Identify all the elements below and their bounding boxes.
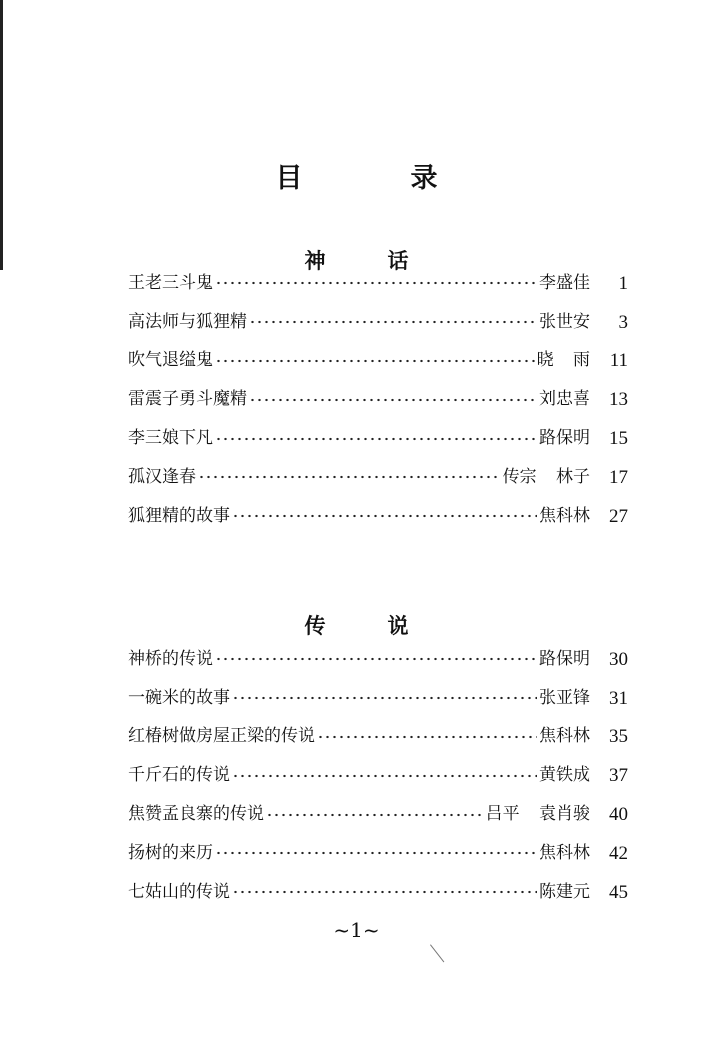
toc-entry[interactable] <box>128 497 628 536</box>
toc-entry[interactable] <box>128 303 628 342</box>
toc-entry[interactable] <box>128 873 628 912</box>
toc-entry-page: 31 <box>609 687 628 709</box>
toc-entry[interactable] <box>128 679 628 718</box>
dot-leader <box>215 359 535 363</box>
toc-entry-title: 焦赞孟良寨的传说 <box>128 804 264 825</box>
toc-entry-title: 一碗米的故事 <box>128 687 230 708</box>
toc-entry-author: 张世安 <box>539 311 590 332</box>
toc-entry-page: 45 <box>609 881 628 903</box>
toc-entry[interactable] <box>128 458 628 497</box>
dot-leader <box>215 437 537 441</box>
toc-entry[interactable] <box>128 380 628 419</box>
toc-entry-page: 30 <box>609 648 628 670</box>
dot-leader <box>317 735 537 739</box>
toc-entry-author: 晓 雨 <box>536 350 590 371</box>
toc-entry-page: 15 <box>609 428 628 450</box>
dot-leader <box>215 281 537 285</box>
section-heading-char-1: 传 <box>304 614 326 639</box>
toc-entry-page: 17 <box>609 466 628 488</box>
toc-entry-page: 27 <box>609 505 628 527</box>
toc-entry-author: 张亚锋 <box>539 687 590 708</box>
toc-entry-author: 陈建元 <box>539 881 590 902</box>
toc-entry-author: 焦科林 <box>539 505 590 526</box>
toc-entry-title: 李三娘下凡 <box>128 428 213 449</box>
dot-leader <box>215 657 537 661</box>
toc-entry-title: 孤汉逢春 <box>128 466 196 487</box>
section-heading-char-2: 说 <box>387 614 409 639</box>
scan-edge-mark <box>0 0 3 270</box>
dot-leader <box>249 398 537 402</box>
toc-entry-author: 传宗 林子 <box>502 466 590 487</box>
toc-entry-page: 11 <box>609 350 628 372</box>
dot-leader <box>232 696 537 700</box>
toc-entry-page: 40 <box>609 804 628 826</box>
toc-list-myths <box>128 264 628 536</box>
toc-entry-title: 狐狸精的故事 <box>128 505 230 526</box>
toc-entry-author: 李盛佳 <box>539 272 590 293</box>
toc-entry[interactable] <box>128 795 628 834</box>
section-heading-char-1: 神 <box>304 249 326 274</box>
toc-entry-title: 雷震子勇斗魔精 <box>128 389 247 410</box>
toc-entry-title: 高法师与狐狸精 <box>128 311 247 332</box>
toc-entry-page: 1 <box>618 272 628 294</box>
toc-entry-title: 红椿树做房屋正梁的传说 <box>128 726 315 747</box>
toc-entry[interactable] <box>128 342 628 381</box>
toc-entry-author: 黄铁成 <box>539 765 590 786</box>
page-title-char-1: 目 <box>275 163 303 195</box>
toc-entry[interactable] <box>128 419 628 458</box>
page-title-char-2: 录 <box>410 163 438 195</box>
dot-leader <box>232 774 537 778</box>
toc-entry-author: 焦科林 <box>539 726 590 747</box>
section-heading-legends <box>0 610 713 640</box>
dot-leader <box>266 813 484 817</box>
page-number: ~1~ <box>333 918 380 942</box>
toc-entry-author: 路保明 <box>539 648 590 669</box>
toc-entry[interactable] <box>128 640 628 679</box>
dot-leader <box>232 514 537 518</box>
toc-list-legends <box>128 640 628 912</box>
toc-entry-title: 吹气退缢鬼 <box>128 350 213 371</box>
dot-leader <box>198 475 501 479</box>
toc-entry-title: 神桥的传说 <box>128 648 213 669</box>
toc-entry[interactable] <box>128 264 628 303</box>
toc-entry-author: 焦科林 <box>539 842 590 863</box>
page-title <box>0 156 713 195</box>
toc-entry[interactable] <box>128 756 628 795</box>
toc-entry[interactable] <box>128 718 628 757</box>
toc-entry-title: 七姑山的传说 <box>128 881 230 902</box>
toc-entry[interactable] <box>128 834 628 873</box>
toc-entry-title: 千斤石的传说 <box>128 765 230 786</box>
toc-entry-page: 13 <box>609 389 628 411</box>
toc-entry-page: 3 <box>618 311 628 333</box>
toc-entry-title: 扬树的来历 <box>128 842 213 863</box>
toc-entry-title: 王老三斗鬼 <box>128 272 213 293</box>
toc-entry-author: 刘忠喜 <box>539 389 590 410</box>
dot-leader <box>232 890 537 894</box>
toc-entry-author: 吕平 袁肖骏 <box>485 804 590 825</box>
dot-leader <box>215 851 537 855</box>
dot-leader <box>249 320 537 324</box>
section-heading-char-2: 话 <box>387 249 409 274</box>
toc-entry-page: 42 <box>609 842 628 864</box>
toc-entry-page: 37 <box>609 765 628 787</box>
toc-entry-page: 35 <box>609 726 628 748</box>
toc-entry-author: 路保明 <box>539 428 590 449</box>
